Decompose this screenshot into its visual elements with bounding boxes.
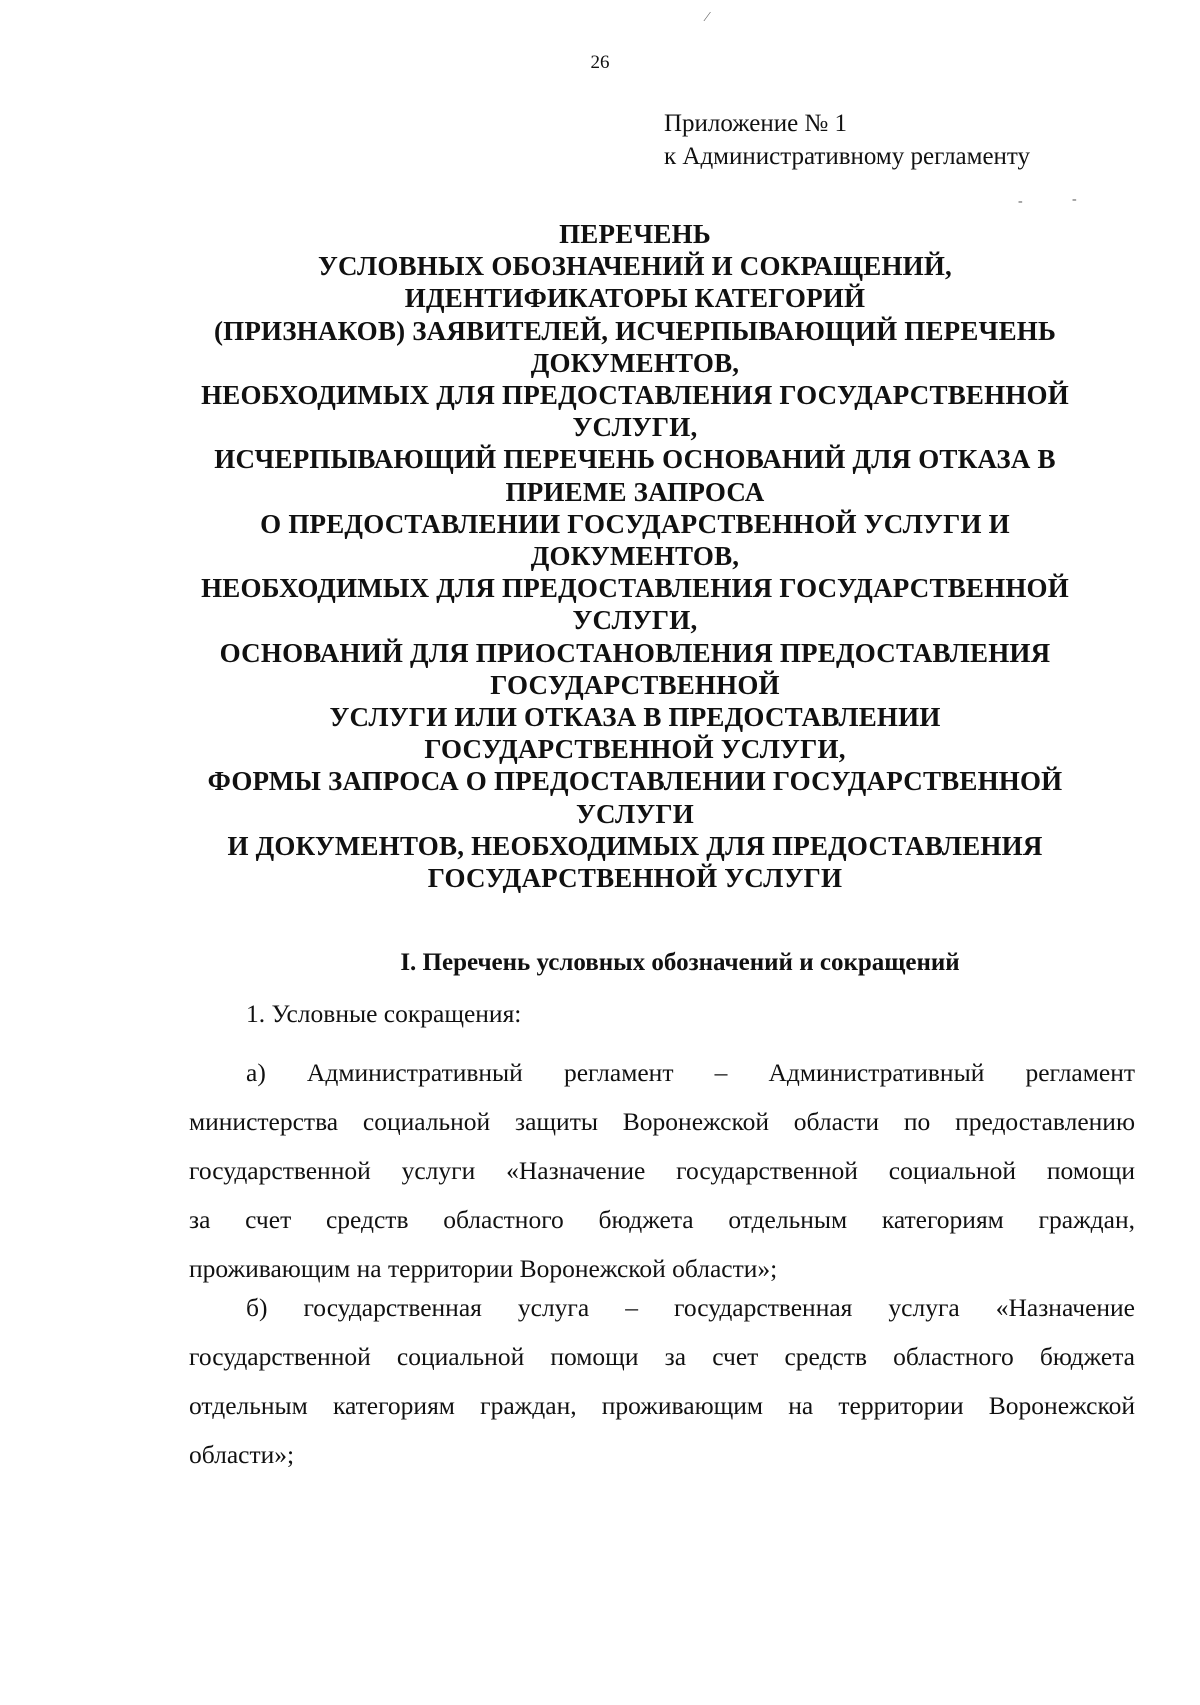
heading-line: ИДЕНТИФИКАТОРЫ КАТЕГОРИЙ: [404, 283, 866, 314]
heading-line: УСЛУГИ,: [572, 605, 698, 636]
heading-line: ГОСУДАРСТВЕННОЙ УСЛУГИ: [427, 863, 843, 894]
paragraph-b: [189, 1283, 1135, 1479]
paragraph-line: министерства социальной защиты Воронежской области по предоставлению: [189, 1107, 1135, 1136]
scan-mark: ⁄: [706, 10, 709, 25]
page-number: 26: [590, 52, 610, 73]
section-title: I. Перечень условных обозначений и сокращений: [400, 949, 960, 976]
heading-line: ПЕРЕЧЕНЬ: [559, 219, 711, 249]
paragraph-line: а) Административный регламент – Административный регламент: [246, 1058, 1135, 1087]
heading-line: ФОРМЫ ЗАПРОСА О ПРЕДОСТАВЛЕНИИ ГОСУДАРСТВЕННОЙ: [207, 766, 1063, 797]
paragraph-line: проживающим на территории Воронежской области»;: [189, 1254, 778, 1283]
heading-line: ПРИЕМЕ ЗАПРОСА: [505, 476, 765, 507]
paragraph-line: б) государственная услуга – государственная услуга «Назначение: [246, 1293, 1135, 1322]
paragraph-line: государственной услуги «Назначение государственной социальной помощи: [189, 1156, 1135, 1185]
heading-line: ДОКУМЕНТОВ,: [530, 541, 740, 572]
heading-line: ГОСУДАРСТВЕННОЙ УСЛУГИ,: [424, 734, 846, 765]
paragraph-a: [189, 1048, 1135, 1293]
document-heading: [170, 218, 1100, 894]
paragraph-line: области»;: [189, 1440, 295, 1469]
heading-line: НЕОБХОДИМЫХ ДЛЯ ПРЕДОСТАВЛЕНИЯ ГОСУДАРСТВЕННОЙ: [201, 573, 1069, 604]
heading-line: УСЛОВНЫХ ОБОЗНАЧЕНИЙ И СОКРАЩЕНИЙ,: [317, 251, 952, 282]
heading-line: УСЛУГИ ИЛИ ОТКАЗА В ПРЕДОСТАВЛЕНИИ: [329, 702, 941, 733]
heading-line: НЕОБХОДИМЫХ ДЛЯ ПРЕДОСТАВЛЕНИЯ ГОСУДАРСТВЕННОЙ: [201, 380, 1069, 411]
heading-line: ДОКУМЕНТОВ,: [530, 347, 740, 378]
appendix-line: Приложение № 1: [664, 110, 848, 137]
heading-line: ГОСУДАРСТВЕННОЙ: [490, 669, 780, 700]
heading-line: ИСЧЕРПЫВАЮЩИЙ ПЕРЕЧЕНЬ ОСНОВАНИЙ ДЛЯ ОТКАЗА В: [214, 444, 1056, 475]
heading-line: УСЛУГИ: [576, 798, 694, 829]
heading-line: О ПРЕДОСТАВЛЕНИИ ГОСУДАРСТВЕННОЙ УСЛУГИ И: [260, 508, 1010, 539]
heading-line: ОСНОВАНИЙ ДЛЯ ПРИОСТАНОВЛЕНИЯ ПРЕДОСТАВЛЕНИЯ: [219, 637, 1051, 668]
appendix-line: к Административному регламенту: [664, 143, 1031, 170]
paragraph-line: отдельным категориям граждан, проживающим на территории Воронежской: [189, 1391, 1135, 1420]
heading-line: (ПРИЗНАКОВ) ЗАЯВИТЕЛЕЙ, ИСЧЕРПЫВАЮЩИЙ ПЕРЕЧЕНЬ: [213, 315, 1057, 346]
paragraph-line: за счет средств областного бюджета отдельным категориям граждан,: [189, 1205, 1135, 1234]
appendix-reference: [664, 107, 1084, 173]
heading-line: И ДОКУМЕНТОВ, НЕОБХОДИМЫХ ДЛЯ ПРЕДОСТАВЛЕНИЯ: [227, 830, 1043, 861]
heading-line: УСЛУГИ,: [572, 412, 698, 443]
scan-mark: -: [1072, 192, 1077, 207]
item-heading: 1. Условные сокращения:: [246, 999, 522, 1028]
paragraph-line: государственной социальной помощи за счет средств областного бюджета: [189, 1342, 1135, 1371]
scan-mark: -: [1018, 194, 1023, 209]
